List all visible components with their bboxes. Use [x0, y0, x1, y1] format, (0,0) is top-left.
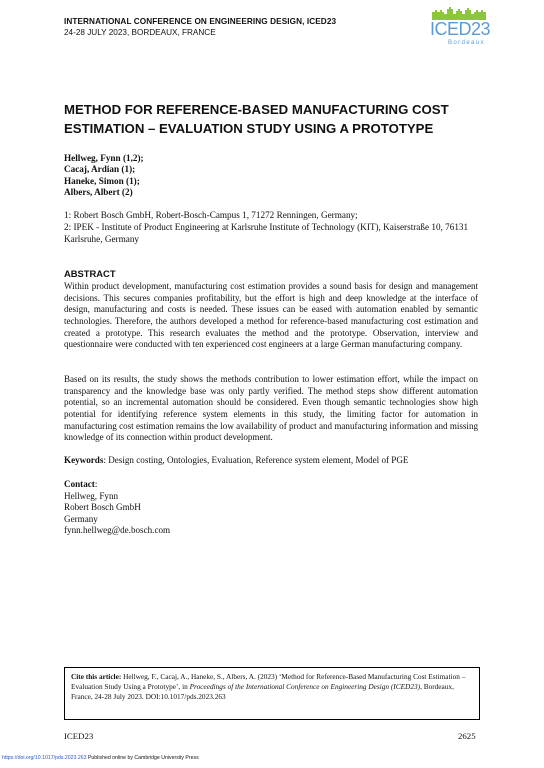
keywords-label: Keywords — [64, 455, 104, 465]
abstract-paragraph-2: Based on its results, the study shows the methods contribution to lower estimation effort, while the impact on transparency and the knowledge base was only partly verified. The method steps show different automation potential, so an incremental automation should be considered. Even though semantic technologies show high potential for identifying reference system elements in this study, the limiting factor for automation in manufacturing cost estimation remains the low availability of product and manufacturing information and missing knowledge of its connection within product development. — [64, 374, 478, 443]
cite-label: Cite this article: — [71, 672, 122, 681]
iced23-logo — [428, 7, 490, 47]
contact-block — [64, 479, 170, 537]
conference-date-location: 24-28 JULY 2023, BORDEAUX, FRANCE — [64, 28, 216, 37]
logo-subtitle: Bordeaux — [448, 39, 485, 46]
contact-label: Contact — [64, 479, 95, 489]
contact-line: Robert Bosch GmbH — [64, 502, 141, 512]
author: Hellweg, Fynn (1,2); — [64, 153, 144, 163]
author: Haneke, Simon (1); — [64, 175, 140, 186]
affiliation: 1: Robert Bosch GmbH, Robert-Bosch-Campus 1, 71272 Renningen, Germany; — [64, 210, 358, 220]
contact-colon: : — [94, 479, 98, 489]
contact-email[interactable]: fynn.hellweg@de.bosch.com — [64, 525, 171, 535]
page-number: 2625 — [458, 731, 476, 741]
cite-details: , Bordeaux, France, 24-28 July 2023. DOI:10.1017/pds.2023.263 — [71, 682, 454, 701]
abstract-paragraph-1: Within product development, manufacturing cost estimation provides a sound basis for design and management decisions. This secures companies profitability, but the effort is high and deep knowledge at the interface of design, manufacturing and costs is needed. These issues can be eased with automation enabled by semantic technologies. Therefore, the authors developed a method for reference-based manufacturing cost estimation and created a prototype. This research evaluates the method and the prototype. Observation, interview and questionnaire were conducted with ten experienced cost engineers at a large German manufacturing company. — [64, 281, 478, 350]
citation-box — [64, 667, 480, 720]
keywords — [64, 455, 409, 465]
published-note: Published online by Cambridge University Press — [86, 755, 199, 761]
doi-link[interactable]: https://doi.org/10.1017/pds.2023.263 — [2, 755, 87, 761]
affiliation-list — [64, 210, 482, 245]
cite-proceedings: Proceedings of the International Conference on Engineering Design (ICED23) — [189, 682, 421, 691]
logo-wordmark: ICED23 — [430, 19, 491, 39]
author: Cacaj, Ardian (1); — [64, 164, 136, 175]
conference-title: INTERNATIONAL CONFERENCE ON ENGINEERING DESIGN, ICED23 — [64, 17, 337, 26]
contact-line: Hellweg, Fynn — [64, 490, 119, 501]
author-list — [64, 153, 144, 199]
paper-title: METHOD FOR REFERENCE-BASED MANUFACTURING COST ESTIMATION – EVALUATION STUDY USING A PROTOTYPE — [64, 102, 449, 136]
contact-line: Germany — [64, 513, 98, 524]
doi-footer — [2, 755, 199, 761]
author: Albers, Albert (2) — [64, 187, 133, 198]
keywords-text: : Design costing, Ontologies, Evaluation, Reference system element, Model of PGE — [103, 455, 409, 465]
cite-text: Hellweg, F., Cacaj, A., Haneke, S., Albers, A. (2023) ‘Method for Reference-Based Manufacturing Cost Estimation – Evaluation Study Using a Prototype’, in — [71, 672, 466, 691]
affiliation: 2: IPEK - Institute of Product Engineering at Karlsruhe Institute of Technology (KIT), Kaiserstraße 10, 76131 Karlsruhe, Germany — [64, 221, 469, 244]
abstract-heading: ABSTRACT — [64, 268, 116, 279]
footer-conference: ICED23 — [64, 731, 94, 741]
